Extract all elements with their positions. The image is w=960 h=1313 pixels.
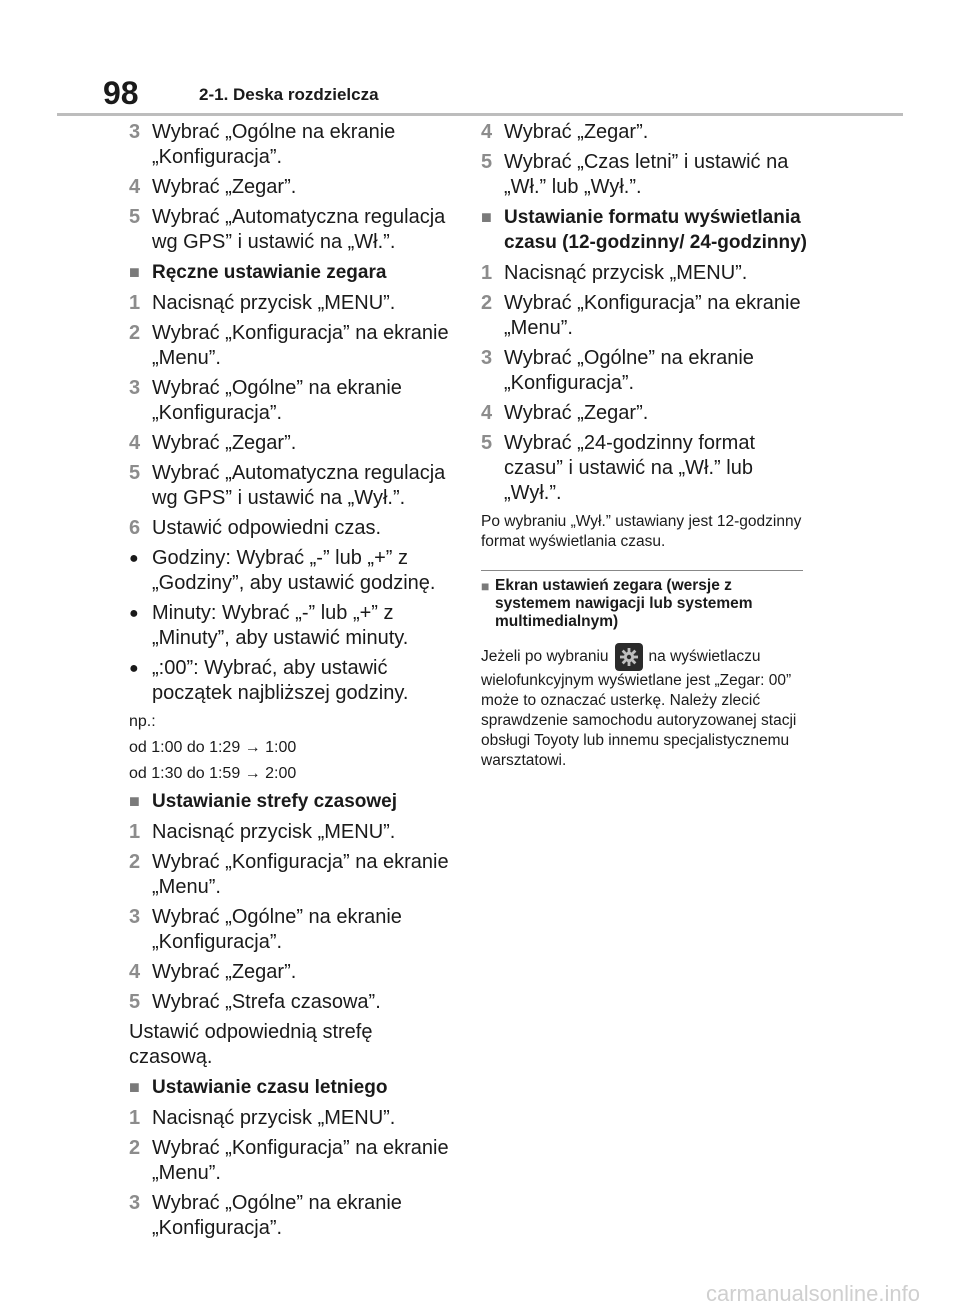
bullet-item (129, 601, 457, 651)
step-text: Nacisnąć przycisk „MENU”. (152, 821, 396, 843)
step (129, 905, 457, 955)
step (129, 291, 457, 316)
step-text: Nacisnąć przycisk „MENU”. (152, 292, 396, 314)
heading-text: Ustawianie formatu wyświetlania czasu (12-godzinny/ 24-godzinny) (504, 207, 807, 253)
square-bullet-icon: ■ (129, 262, 140, 282)
step-text: Wybrać „Konfiguracja” na ekranie „Menu”. (152, 322, 449, 369)
step-text: Wybrać „Ogólne” na ekranie „Konfiguracja”. (504, 347, 754, 394)
step (481, 346, 811, 396)
step-number: 6 (129, 517, 141, 539)
step-number: 4 (481, 402, 493, 424)
section-heading (129, 789, 457, 814)
step-text: Nacisnąć przycisk „MENU”. (152, 1107, 396, 1129)
step-number: 4 (129, 176, 141, 198)
step-number: 3 (481, 347, 493, 369)
step (129, 431, 457, 456)
step-number: 1 (129, 821, 141, 843)
paragraph-text: wielofunkcyjnym wyświetlane jest „Zegar: 00” może to oznaczać usterkę. Należy zlecić sprawdzenie samochodu autoryzowanej stacji obsługi Toyoty lub innemu specjalistycznemu warsztatowi. (481, 672, 797, 769)
step-number: 2 (129, 322, 141, 344)
step (129, 461, 457, 511)
bullet-text: Minuty: Wybrać „-” lub „+” z „Minuty”, aby ustawić minuty. (152, 602, 409, 649)
step-number: 4 (129, 961, 141, 983)
step-text: Wybrać „Ogólne” na ekranie „Konfiguracja”. (152, 906, 402, 953)
step-text: Ustawić odpowiedni czas. (152, 517, 381, 539)
heading-text: Ustawianie czasu letniego (152, 1077, 388, 1098)
step (129, 120, 457, 170)
step-number: 3 (129, 1192, 141, 1214)
step-number: 5 (481, 151, 493, 173)
step-number: 2 (481, 292, 493, 314)
step-number: 5 (129, 206, 141, 228)
bullet-text: „:00”: Wybrać, aby ustawić początek najbliższej godziny. (152, 657, 409, 704)
heading-text: Ustawianie strefy czasowej (152, 791, 397, 812)
right-column (481, 120, 811, 771)
timezone-note: Ustawić odpowiednią strefę czasową. (129, 1021, 373, 1068)
step-number: 5 (129, 991, 141, 1013)
step (129, 1106, 457, 1131)
sub-heading (481, 577, 811, 631)
example-line: od 1:00 do 1:29 → 1:00 (129, 739, 297, 756)
left-column (129, 120, 457, 1246)
paragraph-text: na wyświetlaczu (648, 648, 761, 666)
step-text: Wybrać „Zegar”. (152, 961, 297, 983)
step-number: 1 (129, 1107, 141, 1129)
step-text: Wybrać „Zegar”. (504, 121, 649, 143)
step-number: 3 (129, 906, 141, 928)
step-text: Wybrać „Konfiguracja” na ekranie „Menu”. (152, 851, 449, 898)
step-text: Wybrać „Zegar”. (152, 432, 297, 454)
step-text: Wybrać „Konfiguracja” na ekranie „Menu”. (152, 1137, 449, 1184)
example-label: np.: (129, 713, 156, 730)
step-number: 2 (129, 851, 141, 873)
section-title: 2-1. Deska rozdzielcza (199, 85, 379, 104)
step-text: Wybrać „Zegar”. (152, 176, 297, 198)
step (481, 150, 811, 200)
watermark: carmanualsonline.info (705, 1281, 920, 1306)
step-text: Wybrać „24-godzinny format czasu” i ustawić na „Wł.” lub „Wył.”. (504, 432, 756, 504)
step (481, 431, 811, 506)
format-note: Po wybraniu „Wył.” ustawiany jest 12-godzinny format wyświetlania czasu. (481, 513, 802, 550)
paragraph-text: Jeżeli po wybraniu (481, 648, 609, 666)
page-header (0, 0, 960, 118)
step (129, 1136, 457, 1186)
step-text: Wybrać „Czas letni” i ustawić na „Wł.” lub „Wył.”. (504, 151, 789, 198)
step (129, 850, 457, 900)
step-number: 4 (481, 121, 493, 143)
bullet-item (129, 656, 457, 706)
sub-heading-text: Ekran ustawień zegara (wersje z systemem nawigacji lub systemem multimedialnym) (495, 577, 753, 630)
step-number: 2 (129, 1137, 141, 1159)
step (481, 401, 811, 426)
bullet-text: Godziny: Wybrać „-” lub „+” z „Godziny”, aby ustawić godzinę. (152, 547, 436, 594)
step-number: 3 (129, 377, 141, 399)
step (129, 820, 457, 845)
step (481, 120, 811, 145)
step (481, 291, 811, 341)
square-bullet-icon: ■ (481, 207, 492, 227)
step-number: 1 (129, 292, 141, 314)
example-line: od 1:30 do 1:59 → 2:00 (129, 765, 297, 782)
section-heading (129, 260, 457, 285)
step-number: 3 (129, 121, 141, 143)
header-divider (57, 113, 903, 116)
heading-text: Ręczne ustawianie zegara (152, 262, 387, 283)
gear-icon (615, 643, 643, 671)
step-text: Wybrać „Konfiguracja” na ekranie „Menu”. (504, 292, 801, 339)
step-text: Wybrać „Zegar”. (504, 402, 649, 424)
step (129, 1191, 457, 1241)
step-text: Wybrać „Ogólne” na ekranie „Konfiguracja”. (152, 1192, 402, 1239)
step-number: 5 (129, 462, 141, 484)
square-bullet-icon: ■ (129, 791, 140, 811)
step-text: Wybrać „Automatyczna regulacja wg GPS” i ustawić na „Wł.”. (152, 206, 446, 253)
bullet-dot-icon: ● (129, 605, 139, 622)
bullet-dot-icon: ● (129, 660, 139, 677)
clock-warning-paragraph (481, 643, 811, 771)
step-number: 5 (481, 432, 493, 454)
step (129, 516, 457, 541)
step (129, 175, 457, 200)
step (129, 960, 457, 985)
step (129, 990, 457, 1015)
step-text: Wybrać „Automatyczna regulacja wg GPS” i ustawić na „Wył.”. (152, 462, 446, 509)
step-text: Wybrać „Ogólne” na ekranie „Konfiguracja”. (152, 377, 402, 424)
step-text: Wybrać „Strefa czasowa”. (152, 991, 381, 1013)
note-divider (481, 570, 803, 571)
bullet-dot-icon: ● (129, 550, 139, 567)
square-bullet-icon: ■ (129, 1077, 140, 1097)
step (129, 321, 457, 371)
step (481, 261, 811, 286)
step-number: 4 (129, 432, 141, 454)
step-number: 1 (481, 262, 493, 284)
step (129, 205, 457, 255)
square-bullet-icon: ■ (481, 578, 490, 594)
page-number: 98 (103, 75, 139, 111)
step (129, 376, 457, 426)
bullet-item (129, 546, 457, 596)
section-heading (481, 205, 811, 255)
step-text: Nacisnąć przycisk „MENU”. (504, 262, 748, 284)
section-heading (129, 1075, 457, 1100)
step-text: Wybrać „Ogólne na ekranie „Konfiguracja”. (152, 121, 396, 168)
